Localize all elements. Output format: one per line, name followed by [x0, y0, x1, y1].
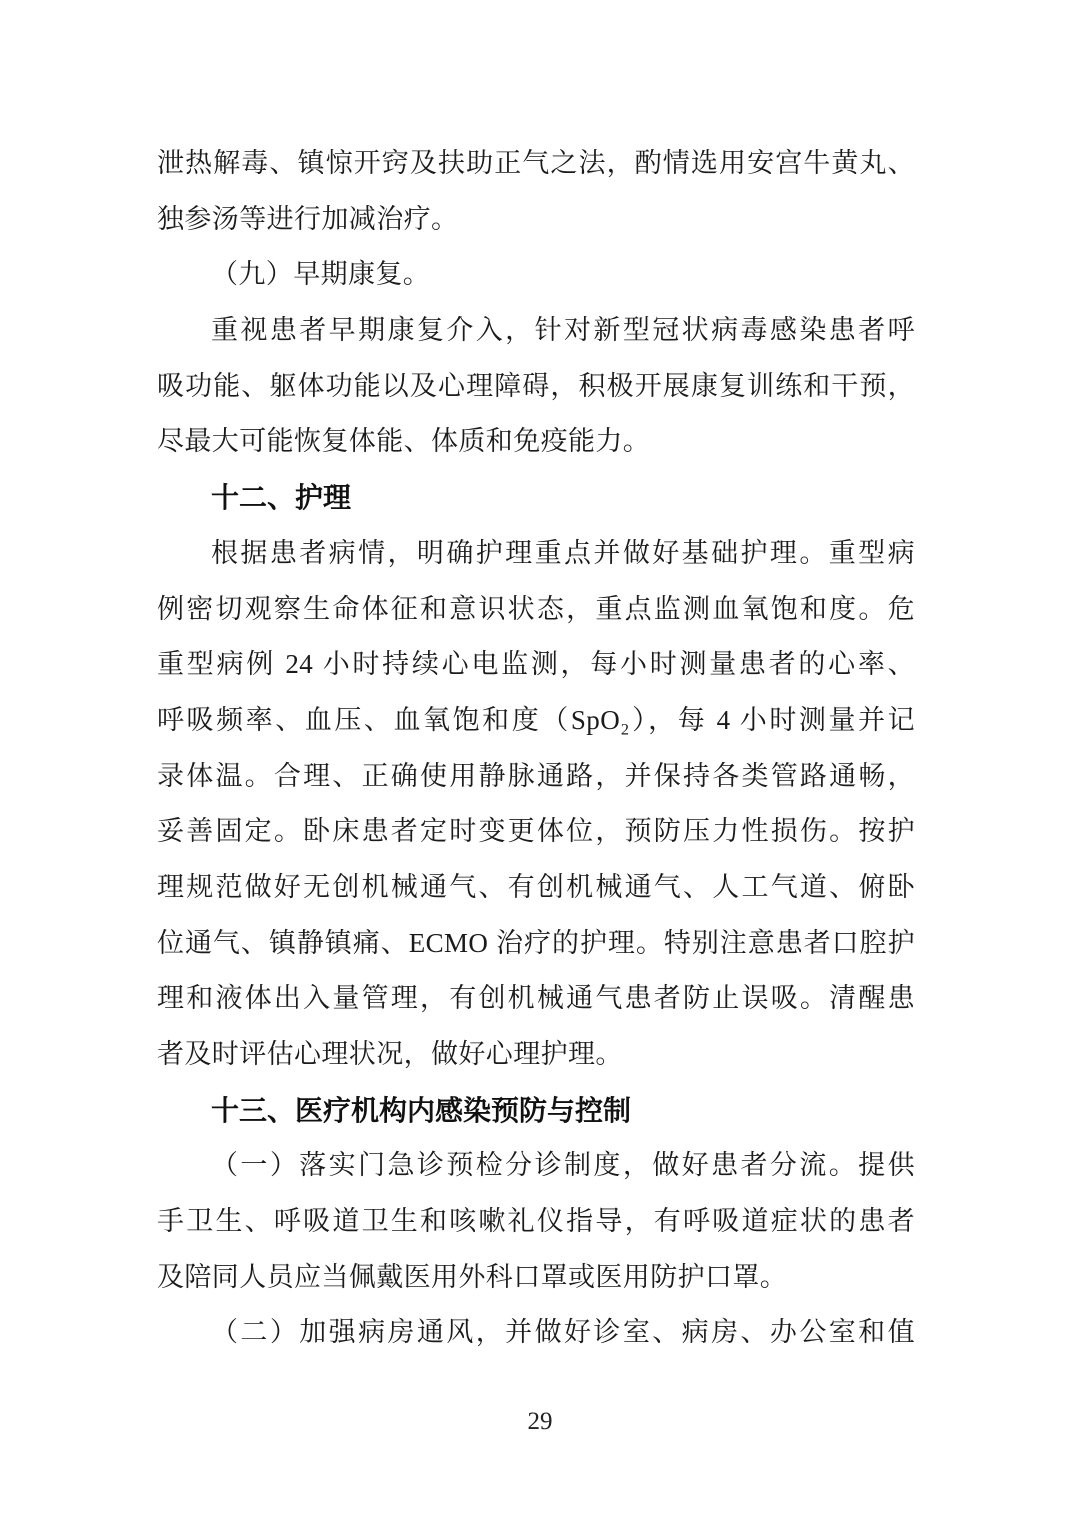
text-line: 尽最大可能恢复体能、体质和免疫能力。	[157, 426, 651, 457]
page-number: 29	[527, 1408, 553, 1435]
text-line: 理和液体出入量管理，有创机械通气患者防止误吸。清醒患	[157, 983, 915, 1014]
text-line: 独参汤等进行加减治疗。	[157, 203, 459, 234]
text-line: 妥善固定。卧床患者定时变更体位，预防压力性损伤。按护	[157, 816, 915, 847]
text-line: 录体温。合理、正确使用静脉通路，并保持各类管路通畅，	[157, 760, 915, 791]
text-line: 例密切观察生命体征和意识状态，重点监测血氧饱和度。危	[157, 593, 915, 624]
text-line: 者及时评估心理状况，做好心理护理。	[157, 1039, 623, 1069]
text-line: 呼吸频率、血压、血氧饱和度（SpO₂），每 4 小时测量并记	[157, 704, 915, 735]
text-line: 及陪同人员应当佩戴医用外科口罩或医用防护口罩。	[157, 1261, 788, 1292]
text-line: （一）落实门急诊预检分诊制度，做好患者分流。提供	[211, 1150, 915, 1181]
text-line: 重型病例 24 小时持续心电监测，每小时测量患者的心率、	[157, 649, 915, 680]
text-line: （二）加强病房通风，并做好诊室、病房、办公室和值	[211, 1317, 915, 1348]
text-line: 理规范做好无创机械通气、有创机械通气、人工气道、俯卧	[157, 871, 915, 902]
text-line: 泄热解毒、镇惊开窍及扶助正气之法，酌情选用安宫牛黄丸、	[157, 148, 915, 178]
section-heading: 十二、护理	[211, 482, 352, 514]
text-line: 吸功能、躯体功能以及心理障碍，积极开展康复训练和干预，	[157, 370, 915, 401]
text-line: 根据患者病情，明确护理重点并做好基础护理。重型病	[211, 537, 915, 568]
text-line: （九）早期康复。	[211, 259, 431, 290]
text-line: 重视患者早期康复介入，针对新型冠状病毒感染患者呼	[211, 315, 915, 346]
text-line: 手卫生、呼吸道卫生和咳嗽礼仪指导，有呼吸道症状的患者	[157, 1206, 915, 1237]
text-line: 位通气、镇静镇痛、ECMO 治疗的护理。特别注意患者口腔护	[157, 927, 915, 958]
section-heading: 十三、医疗机构内感染预防与控制	[211, 1094, 632, 1126]
document-body	[157, 136, 915, 1361]
